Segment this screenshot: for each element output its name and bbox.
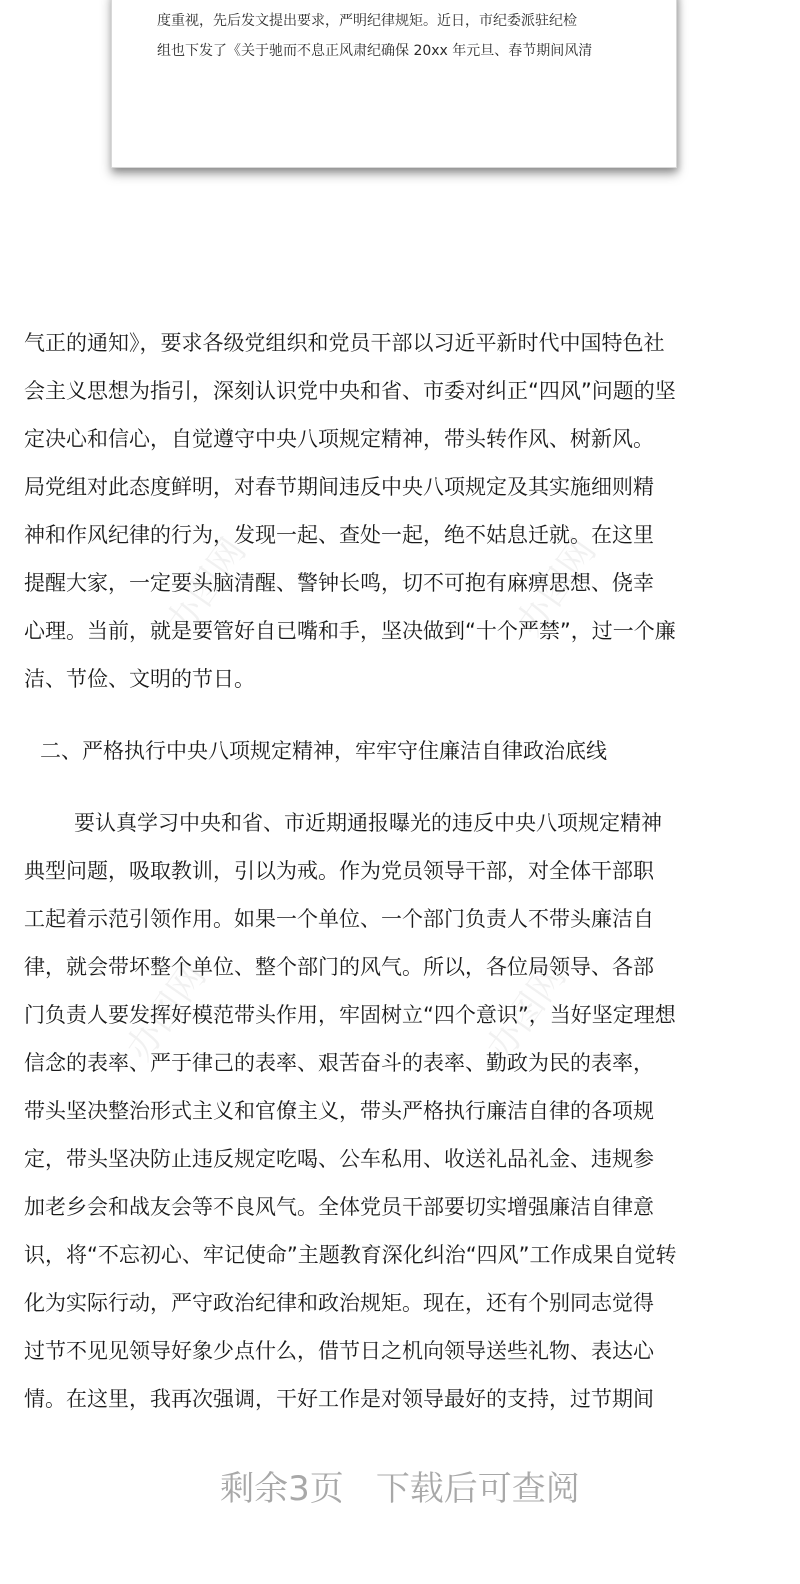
preview-page-card bbox=[111, 0, 677, 168]
paragraph-line: 局党组对此态度鲜明，对春节期间违反中央八项规定及其实施细则精 bbox=[24, 475, 654, 499]
paragraph-line: 信念的表率、严于律己的表率、艰苦奋斗的表率、勤政为民的表率， bbox=[24, 1051, 654, 1075]
paragraph-line: 典型问题，吸取教训，引以为戒。作为党员领导干部，对全体干部职 bbox=[24, 859, 654, 883]
download-hint-label[interactable]: 下载后可查阅 bbox=[375, 1469, 580, 1509]
download-prompt[interactable] bbox=[0, 1464, 800, 1514]
paragraph-line: 神和作风纪律的行为，发现一起、查处一起，绝不姑息迁就。在这里 bbox=[24, 523, 654, 547]
paragraph-line: 化为实际行动，严守政治纪律和政治规矩。现在，还有个别同志觉得 bbox=[24, 1291, 654, 1315]
paragraph-line: 过节不见见领导好象少点什么，借节日之机向领导送些礼物、表达心 bbox=[24, 1339, 654, 1363]
section-two-paragraph bbox=[24, 799, 784, 1423]
paragraph-line: 洁、节俭、文明的节日。 bbox=[24, 667, 255, 691]
paragraph-line: 会主义思想为指引，深刻认识党中央和省、市委对纠正“四风”问题的坚 bbox=[24, 379, 676, 403]
watermark: 办图网 bbox=[478, 956, 575, 1069]
remaining-pages-label: 剩余3页 bbox=[220, 1469, 344, 1509]
paragraph-line: 气正的通知》，要求各级党组织和党员干部以习近平新时代中国特色社 bbox=[24, 331, 665, 355]
preview-text-line: 度重视，先后发文提出要求，严明纪律规矩。近日，市纪委派驻纪检 bbox=[157, 13, 577, 29]
watermark: 办图网 bbox=[508, 531, 605, 644]
paragraph-line: 加老乡会和战友会等不良风气。全体党员干部要切实增强廉洁自律意 bbox=[24, 1195, 654, 1219]
section-one-paragraph bbox=[24, 319, 784, 703]
watermark: 办图网 bbox=[158, 531, 255, 644]
watermark: 办图网 bbox=[118, 956, 215, 1069]
section-two-heading: 二、严格执行中央八项规定精神，牢牢守住廉洁自律政治底线 bbox=[40, 739, 607, 763]
paragraph-line: 门负责人要发挥好模范带头作用，牢固树立“四个意识”，当好坚定理想 bbox=[24, 1003, 676, 1027]
paragraph-line: 要认真学习中央和省、市近期通报曝光的违反中央八项规定精神 bbox=[74, 811, 662, 835]
preview-text-line: 组也下发了《关于驰而不息正风肃纪确保 20xx 年元旦、春节期间风清 bbox=[157, 43, 593, 59]
paragraph-line: 律，就会带坏整个单位、整个部门的风气。所以，各位局领导、各部 bbox=[24, 955, 654, 979]
paragraph-line: 识，将“不忘初心、牢记使命”主题教育深化纠治“四风”工作成果自觉转 bbox=[24, 1243, 677, 1267]
paragraph-line: 工起着示范引领作用。如果一个单位、一个部门负责人不带头廉洁自 bbox=[24, 907, 654, 931]
paragraph-line: 定，带头坚决防止违反规定吃喝、公车私用、收送礼品礼金、违规参 bbox=[24, 1147, 654, 1171]
paragraph-line: 定决心和信心，自觉遵守中央八项规定精神，带头转作风、树新风。 bbox=[24, 427, 654, 451]
paragraph-line: 情。在这里，我再次强调，干好工作是对领导最好的支持，过节期间 bbox=[24, 1387, 654, 1411]
paragraph-line: 提醒大家，一定要头脑清醒、警钟长鸣，切不可抱有麻痹思想、侥幸 bbox=[24, 571, 654, 595]
paragraph-line: 带头坚决整治形式主义和官僚主义，带头严格执行廉洁自律的各项规 bbox=[24, 1099, 654, 1123]
paragraph-line: 心理。当前，就是要管好自已嘴和手，坚决做到“十个严禁”，过一个廉 bbox=[24, 619, 676, 643]
